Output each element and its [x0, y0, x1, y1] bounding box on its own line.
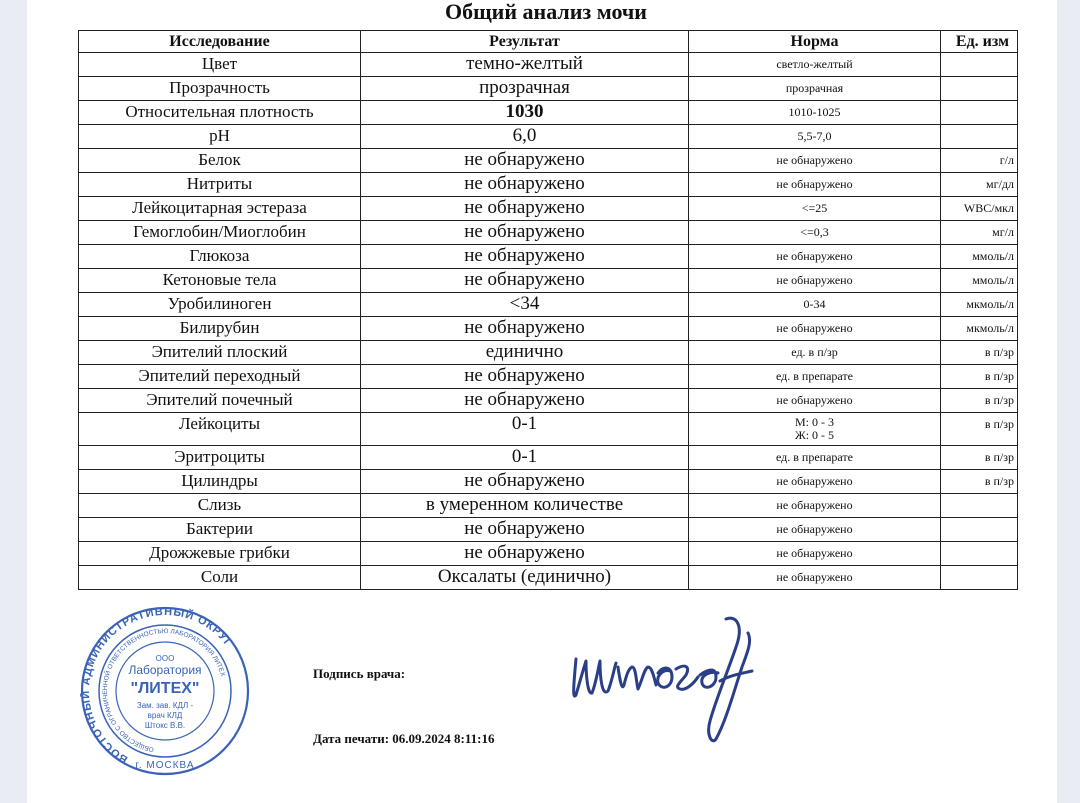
- test-result: 0-1: [361, 413, 689, 446]
- test-result: не обнаружено: [361, 173, 689, 197]
- test-result: 1030: [361, 101, 689, 125]
- test-unit: в п/зр: [941, 413, 1018, 446]
- test-unit: [941, 125, 1018, 149]
- table-row: [79, 293, 1018, 317]
- test-name: Глюкоза: [79, 245, 361, 269]
- test-unit: [941, 101, 1018, 125]
- test-result: не обнаружено: [361, 197, 689, 221]
- table-row: [79, 389, 1018, 413]
- test-result: единично: [361, 341, 689, 365]
- test-unit: г/л: [941, 149, 1018, 173]
- test-unit: [941, 77, 1018, 101]
- test-name: Белок: [79, 149, 361, 173]
- test-norm: ед. в п/зр: [689, 341, 941, 365]
- test-unit: в п/зр: [941, 446, 1018, 470]
- results-table: [78, 30, 1018, 590]
- stamp-lab: Лаборатория: [128, 663, 202, 677]
- table-row: [79, 269, 1018, 293]
- table-row: [79, 566, 1018, 590]
- test-name: Гемоглобин/Миоглобин: [79, 221, 361, 245]
- test-result: не обнаружено: [361, 221, 689, 245]
- table-row: [79, 53, 1018, 77]
- test-name: Лейкоциты: [79, 413, 361, 446]
- test-result: не обнаружено: [361, 269, 689, 293]
- test-unit: в п/зр: [941, 341, 1018, 365]
- test-result: не обнаружено: [361, 542, 689, 566]
- test-unit: [941, 566, 1018, 590]
- test-result: прозрачная: [361, 77, 689, 101]
- test-name: Прозрачность: [79, 77, 361, 101]
- test-name: Относительная плотность: [79, 101, 361, 125]
- laboratory-stamp: [80, 604, 250, 782]
- test-unit: мг/дл: [941, 173, 1018, 197]
- signature-label: Подпись врача:: [313, 666, 406, 681]
- test-result: не обнаружено: [361, 518, 689, 542]
- stamp-inner-ring-text: ОБЩЕСТВО С ОГРАНИЧЕННОЙ ОТВЕТСТВЕННОСТЬЮ ЛАБОРАТОРИЯ ЛИТЕХ: [102, 627, 227, 753]
- test-norm: <=0,3: [689, 221, 941, 245]
- test-norm: не обнаружено: [689, 317, 941, 341]
- test-norm: ед. в препарате: [689, 365, 941, 389]
- print-date: Дата печати: 06.09.2024 8:11:16: [313, 731, 495, 746]
- test-unit: мкмоль/л: [941, 317, 1018, 341]
- test-name: Эпителий переходный: [79, 365, 361, 389]
- test-norm: не обнаружено: [689, 566, 941, 590]
- test-norm: 0-34: [689, 293, 941, 317]
- test-result: 6,0: [361, 125, 689, 149]
- table-row: [79, 149, 1018, 173]
- test-norm: прозрачная: [689, 77, 941, 101]
- page-title: Общий анализ мочи: [445, 0, 647, 24]
- table-row: [79, 365, 1018, 389]
- stamp-position-2: врач КЛД: [147, 711, 183, 720]
- test-unit: в п/зр: [941, 470, 1018, 494]
- table-row: [79, 470, 1018, 494]
- test-name: Уробилиноген: [79, 293, 361, 317]
- test-norm: не обнаружено: [689, 149, 941, 173]
- test-result: Оксалаты (единично): [361, 566, 689, 590]
- test-result: в умеренном количестве: [361, 494, 689, 518]
- test-result: темно-желтый: [361, 53, 689, 77]
- test-unit: [941, 494, 1018, 518]
- stamp-position-1: Зам. зав. КДЛ -: [136, 701, 194, 710]
- test-name: Кетоновые тела: [79, 269, 361, 293]
- header-norm: Норма: [689, 31, 941, 53]
- test-name: Эпителий плоский: [79, 341, 361, 365]
- stamp-city: г. МОСКВА: [135, 760, 195, 771]
- table-row: [79, 518, 1018, 542]
- test-unit: в п/зр: [941, 365, 1018, 389]
- test-unit: ммоль/л: [941, 245, 1018, 269]
- table-row: [79, 125, 1018, 149]
- test-name: Соли: [79, 566, 361, 590]
- table-row: [79, 446, 1018, 470]
- table-row: [79, 101, 1018, 125]
- table-row: [79, 494, 1018, 518]
- test-norm: [689, 413, 941, 446]
- stamp-lab-name: "ЛИТЕХ": [130, 680, 200, 697]
- table-row: [79, 317, 1018, 341]
- table-row: [79, 542, 1018, 566]
- test-norm: светло-желтый: [689, 53, 941, 77]
- test-result: не обнаружено: [361, 317, 689, 341]
- test-name: Дрожжевые грибки: [79, 542, 361, 566]
- test-norm: не обнаружено: [689, 542, 941, 566]
- test-norm: 5,5-7,0: [689, 125, 941, 149]
- norm-female: Ж: 0 - 5: [794, 428, 835, 442]
- test-name: Лейкоцитарная эстераза: [79, 197, 361, 221]
- table-row: [79, 341, 1018, 365]
- test-result: не обнаружено: [361, 365, 689, 389]
- test-norm: не обнаружено: [689, 173, 941, 197]
- test-unit: мг/л: [941, 221, 1018, 245]
- table-row: [79, 413, 1018, 446]
- test-norm: не обнаружено: [689, 245, 941, 269]
- test-result: не обнаружено: [361, 245, 689, 269]
- test-name: Билирубин: [79, 317, 361, 341]
- table-row: [79, 245, 1018, 269]
- test-name: Цвет: [79, 53, 361, 77]
- test-result: не обнаружено: [361, 470, 689, 494]
- test-norm: не обнаружено: [689, 494, 941, 518]
- test-result: не обнаружено: [361, 149, 689, 173]
- stamp-person: Штокс В.В.: [144, 721, 186, 730]
- stamp-outer-ring-text: ВОСТОЧНЫЙ АДМИНИСТРАТИВНЫЙ ОКРУГ: [80, 605, 235, 766]
- test-unit: ммоль/л: [941, 269, 1018, 293]
- doctor-signature: [566, 611, 756, 751]
- test-unit: [941, 518, 1018, 542]
- test-name: Цилиндры: [79, 470, 361, 494]
- test-name: Слизь: [79, 494, 361, 518]
- test-unit: мкмоль/л: [941, 293, 1018, 317]
- test-norm: не обнаружено: [689, 269, 941, 293]
- table-header-row: [79, 31, 1018, 53]
- test-name: Бактерии: [79, 518, 361, 542]
- test-unit: [941, 53, 1018, 77]
- test-result: не обнаружено: [361, 389, 689, 413]
- header-unit: Ед. изм: [941, 31, 1018, 53]
- test-norm: не обнаружено: [689, 470, 941, 494]
- test-name: pH: [79, 125, 361, 149]
- table-row: [79, 77, 1018, 101]
- table-row: [79, 221, 1018, 245]
- header-test: Исследование: [79, 31, 361, 53]
- test-unit: WBC/мкл: [941, 197, 1018, 221]
- stamp-ooo: ООО: [155, 654, 175, 663]
- norm-male: М: 0 - 3: [795, 415, 834, 429]
- test-result: 0-1: [361, 446, 689, 470]
- test-unit: в п/зр: [941, 389, 1018, 413]
- table-row: [79, 173, 1018, 197]
- test-norm: не обнаружено: [689, 518, 941, 542]
- test-name: Эритроциты: [79, 446, 361, 470]
- header-result: Результат: [361, 31, 689, 53]
- test-norm: ед. в препарате: [689, 446, 941, 470]
- test-name: Нитриты: [79, 173, 361, 197]
- test-name: Эпителий почечный: [79, 389, 361, 413]
- test-norm: 1010-1025: [689, 101, 941, 125]
- test-norm: <=25: [689, 197, 941, 221]
- test-norm: не обнаружено: [689, 389, 941, 413]
- test-unit: [941, 542, 1018, 566]
- test-result: <34: [361, 293, 689, 317]
- table-row: [79, 197, 1018, 221]
